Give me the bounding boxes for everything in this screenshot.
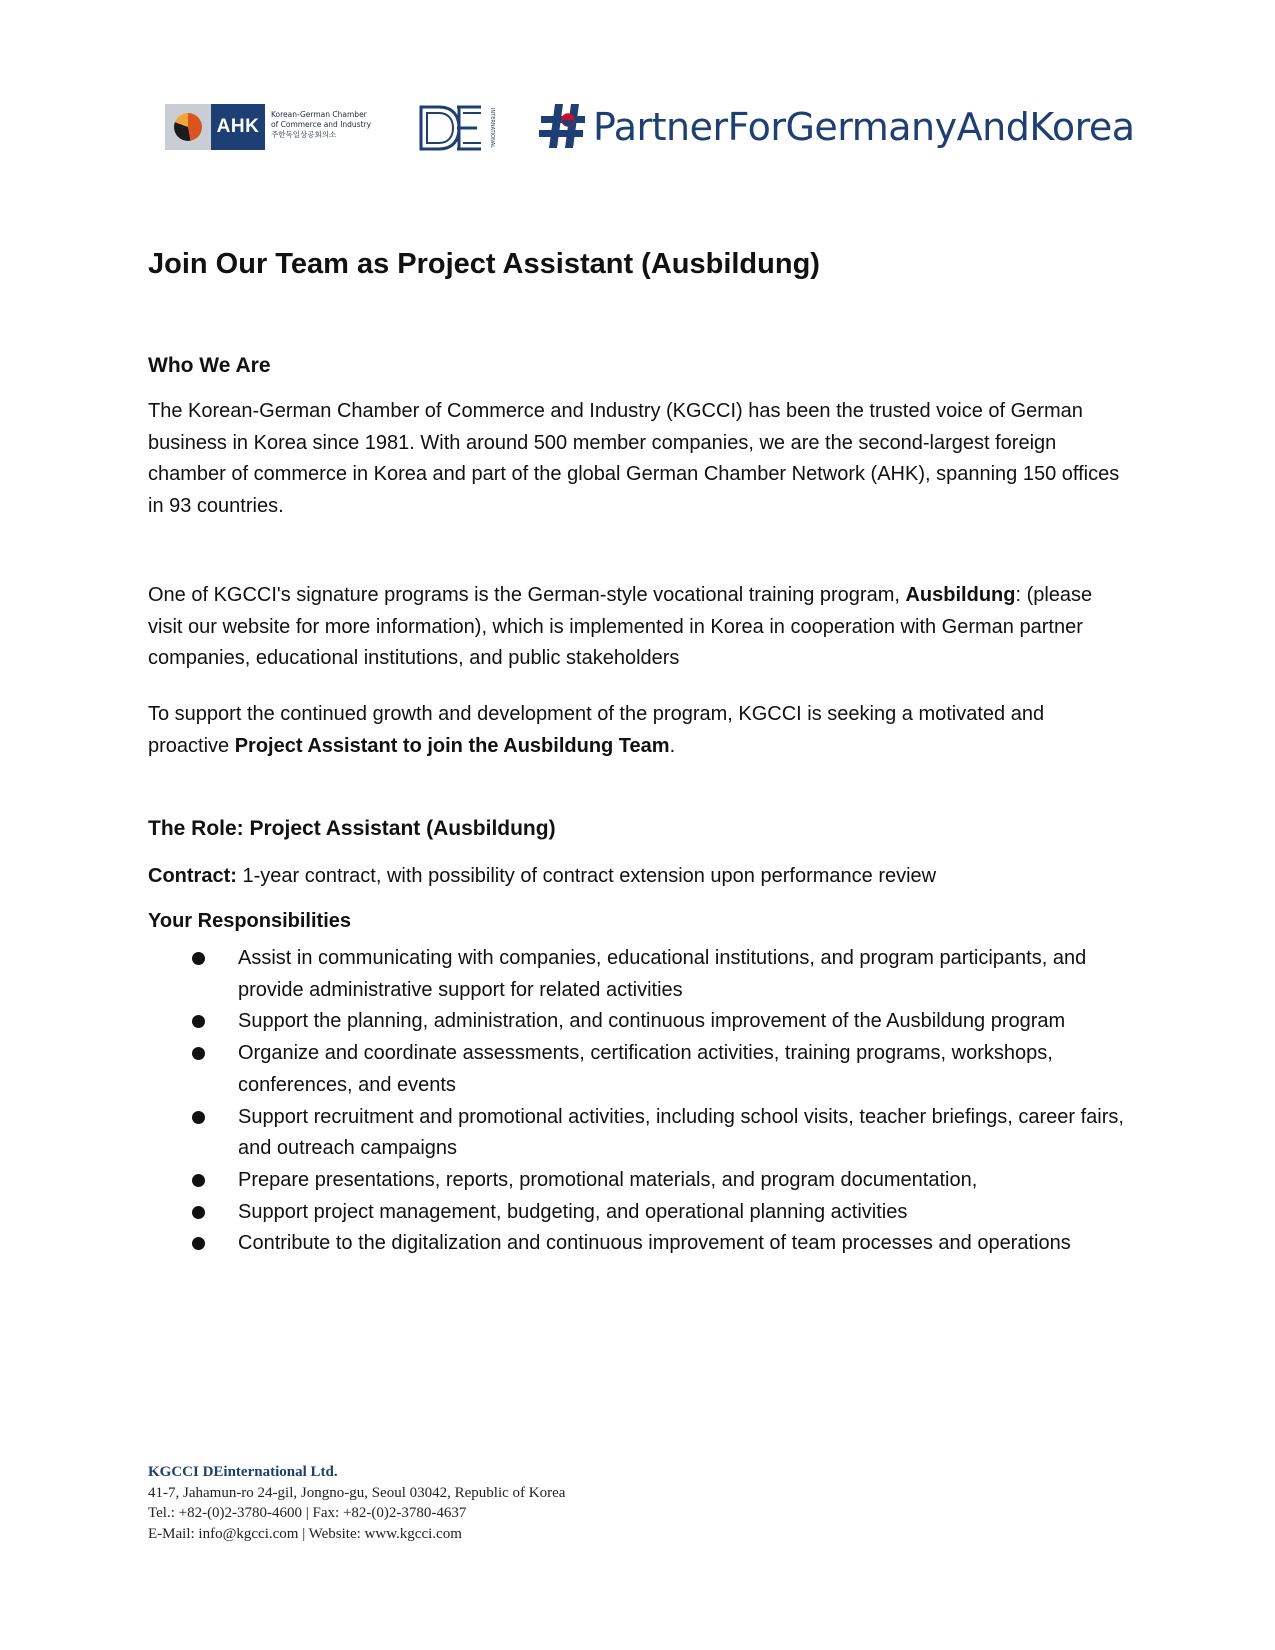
ahk-logo bbox=[165, 104, 370, 150]
ahk-line-3: 주한독일상공회의소 bbox=[271, 130, 337, 139]
footer-phone: Tel.: +82-(0)2-3780-4600 | Fax: +82-(0)2-3780-4637 bbox=[148, 1505, 467, 1521]
footer-address: 41-7, Jahamun-ro 24-gil, Jongno-gu, Seoul 03042, Republic of Korea bbox=[148, 1484, 566, 1501]
who-we-are-heading: Who We Are bbox=[148, 354, 271, 377]
list-item: Prepare presentations, reports, promotional materials, and program documentation, bbox=[148, 1165, 1128, 1197]
list-item: Support the planning, administration, and continuous improvement of the Ausbildung program bbox=[148, 1006, 1128, 1038]
svg-text:INTERNATIONAL: INTERNATIONAL bbox=[489, 107, 495, 149]
bullet-icon bbox=[192, 1174, 205, 1187]
de-international-logo bbox=[419, 104, 499, 152]
partner-for-germany-and-korea-logo bbox=[539, 100, 1135, 156]
ahk-chamber-name bbox=[271, 110, 381, 140]
list-item: Contribute to the digitalization and continuous improvement of team processes and operations bbox=[148, 1228, 1128, 1260]
seeking-text-1: To support the continued growth and development of the program, KGCCI is seeking a motivated and proactive bbox=[148, 703, 1045, 757]
list-item: Organize and coordinate assessments, certification activities, training programs, workshops, conferences, and events bbox=[148, 1038, 1128, 1101]
footer-company: KGCCI DEinternational Ltd. bbox=[148, 1464, 338, 1480]
seeking-bold: Project Assistant to join the Ausbildung Team bbox=[234, 734, 670, 757]
ahk-seal-icon bbox=[165, 104, 211, 150]
bullet-icon bbox=[192, 1237, 205, 1250]
ahk-badge: AHK bbox=[211, 104, 265, 150]
footer-contact: E-Mail: info@kgcci.com | Website: www.kgcci.com bbox=[148, 1525, 462, 1542]
de-logo-icon bbox=[419, 104, 499, 152]
footer bbox=[148, 1462, 565, 1544]
header-logos bbox=[165, 100, 1135, 156]
bullet-icon bbox=[192, 952, 205, 965]
bullet-icon bbox=[192, 1047, 205, 1060]
program-text-1: One of KGCCI's signature programs is the German-style vocational training program, bbox=[148, 584, 906, 606]
seeking-paragraph bbox=[148, 699, 1128, 762]
ausbildung-bold: Ausbildung bbox=[905, 584, 1016, 606]
program-text-2: : (please visit our website for more information), which is implemented in Korea in cooperation with German partner companies, educational institutions, and public stakeholders bbox=[148, 584, 1093, 670]
who-we-are-paragraph: The Korean-German Chamber of Commerce and Industry (KGCCI) has been the trusted voice of German business in Korea since 1981. With around 500 member companies, we are the second-largest foreign chamber of commerce in Korea and part of the global German Chamber Network (AHK), spanning 150 offices in 93 countries. bbox=[148, 400, 1120, 518]
contract-line bbox=[148, 861, 1128, 893]
bullet-icon bbox=[192, 1015, 205, 1028]
hashtag-flag-icon bbox=[539, 102, 587, 150]
contract-label: Contract: bbox=[148, 865, 237, 887]
contract-text: 1-year contract, with possibility of contract extension upon performance review bbox=[236, 865, 937, 887]
ahk-line-1: Korean-German Chamber bbox=[271, 110, 367, 119]
responsibilities-heading: Your Responsibilities bbox=[148, 910, 351, 932]
bullet-icon bbox=[192, 1206, 205, 1219]
program-paragraph bbox=[148, 580, 1128, 675]
bullet-icon bbox=[192, 1111, 205, 1124]
partner-logo-text: PartnerForGermanyAndKorea bbox=[593, 105, 1135, 149]
ahk-line-2: of Commerce and Industry bbox=[271, 120, 372, 129]
seeking-text-2: . bbox=[669, 734, 676, 757]
list-item: Support recruitment and promotional activities, including school visits, teacher briefings, career fairs, and outreach campaigns bbox=[148, 1102, 1128, 1165]
list-item: Support project management, budgeting, and operational planning activities bbox=[148, 1197, 1128, 1229]
list-item: Assist in communicating with companies, educational institutions, and program participants, and provide administrative support for related activities bbox=[148, 943, 1128, 1006]
responsibilities-list bbox=[148, 943, 1128, 1260]
page-title: Join Our Team as Project Assistant (Ausbildung) bbox=[148, 248, 820, 280]
role-heading: The Role: Project Assistant (Ausbildung) bbox=[148, 817, 556, 840]
